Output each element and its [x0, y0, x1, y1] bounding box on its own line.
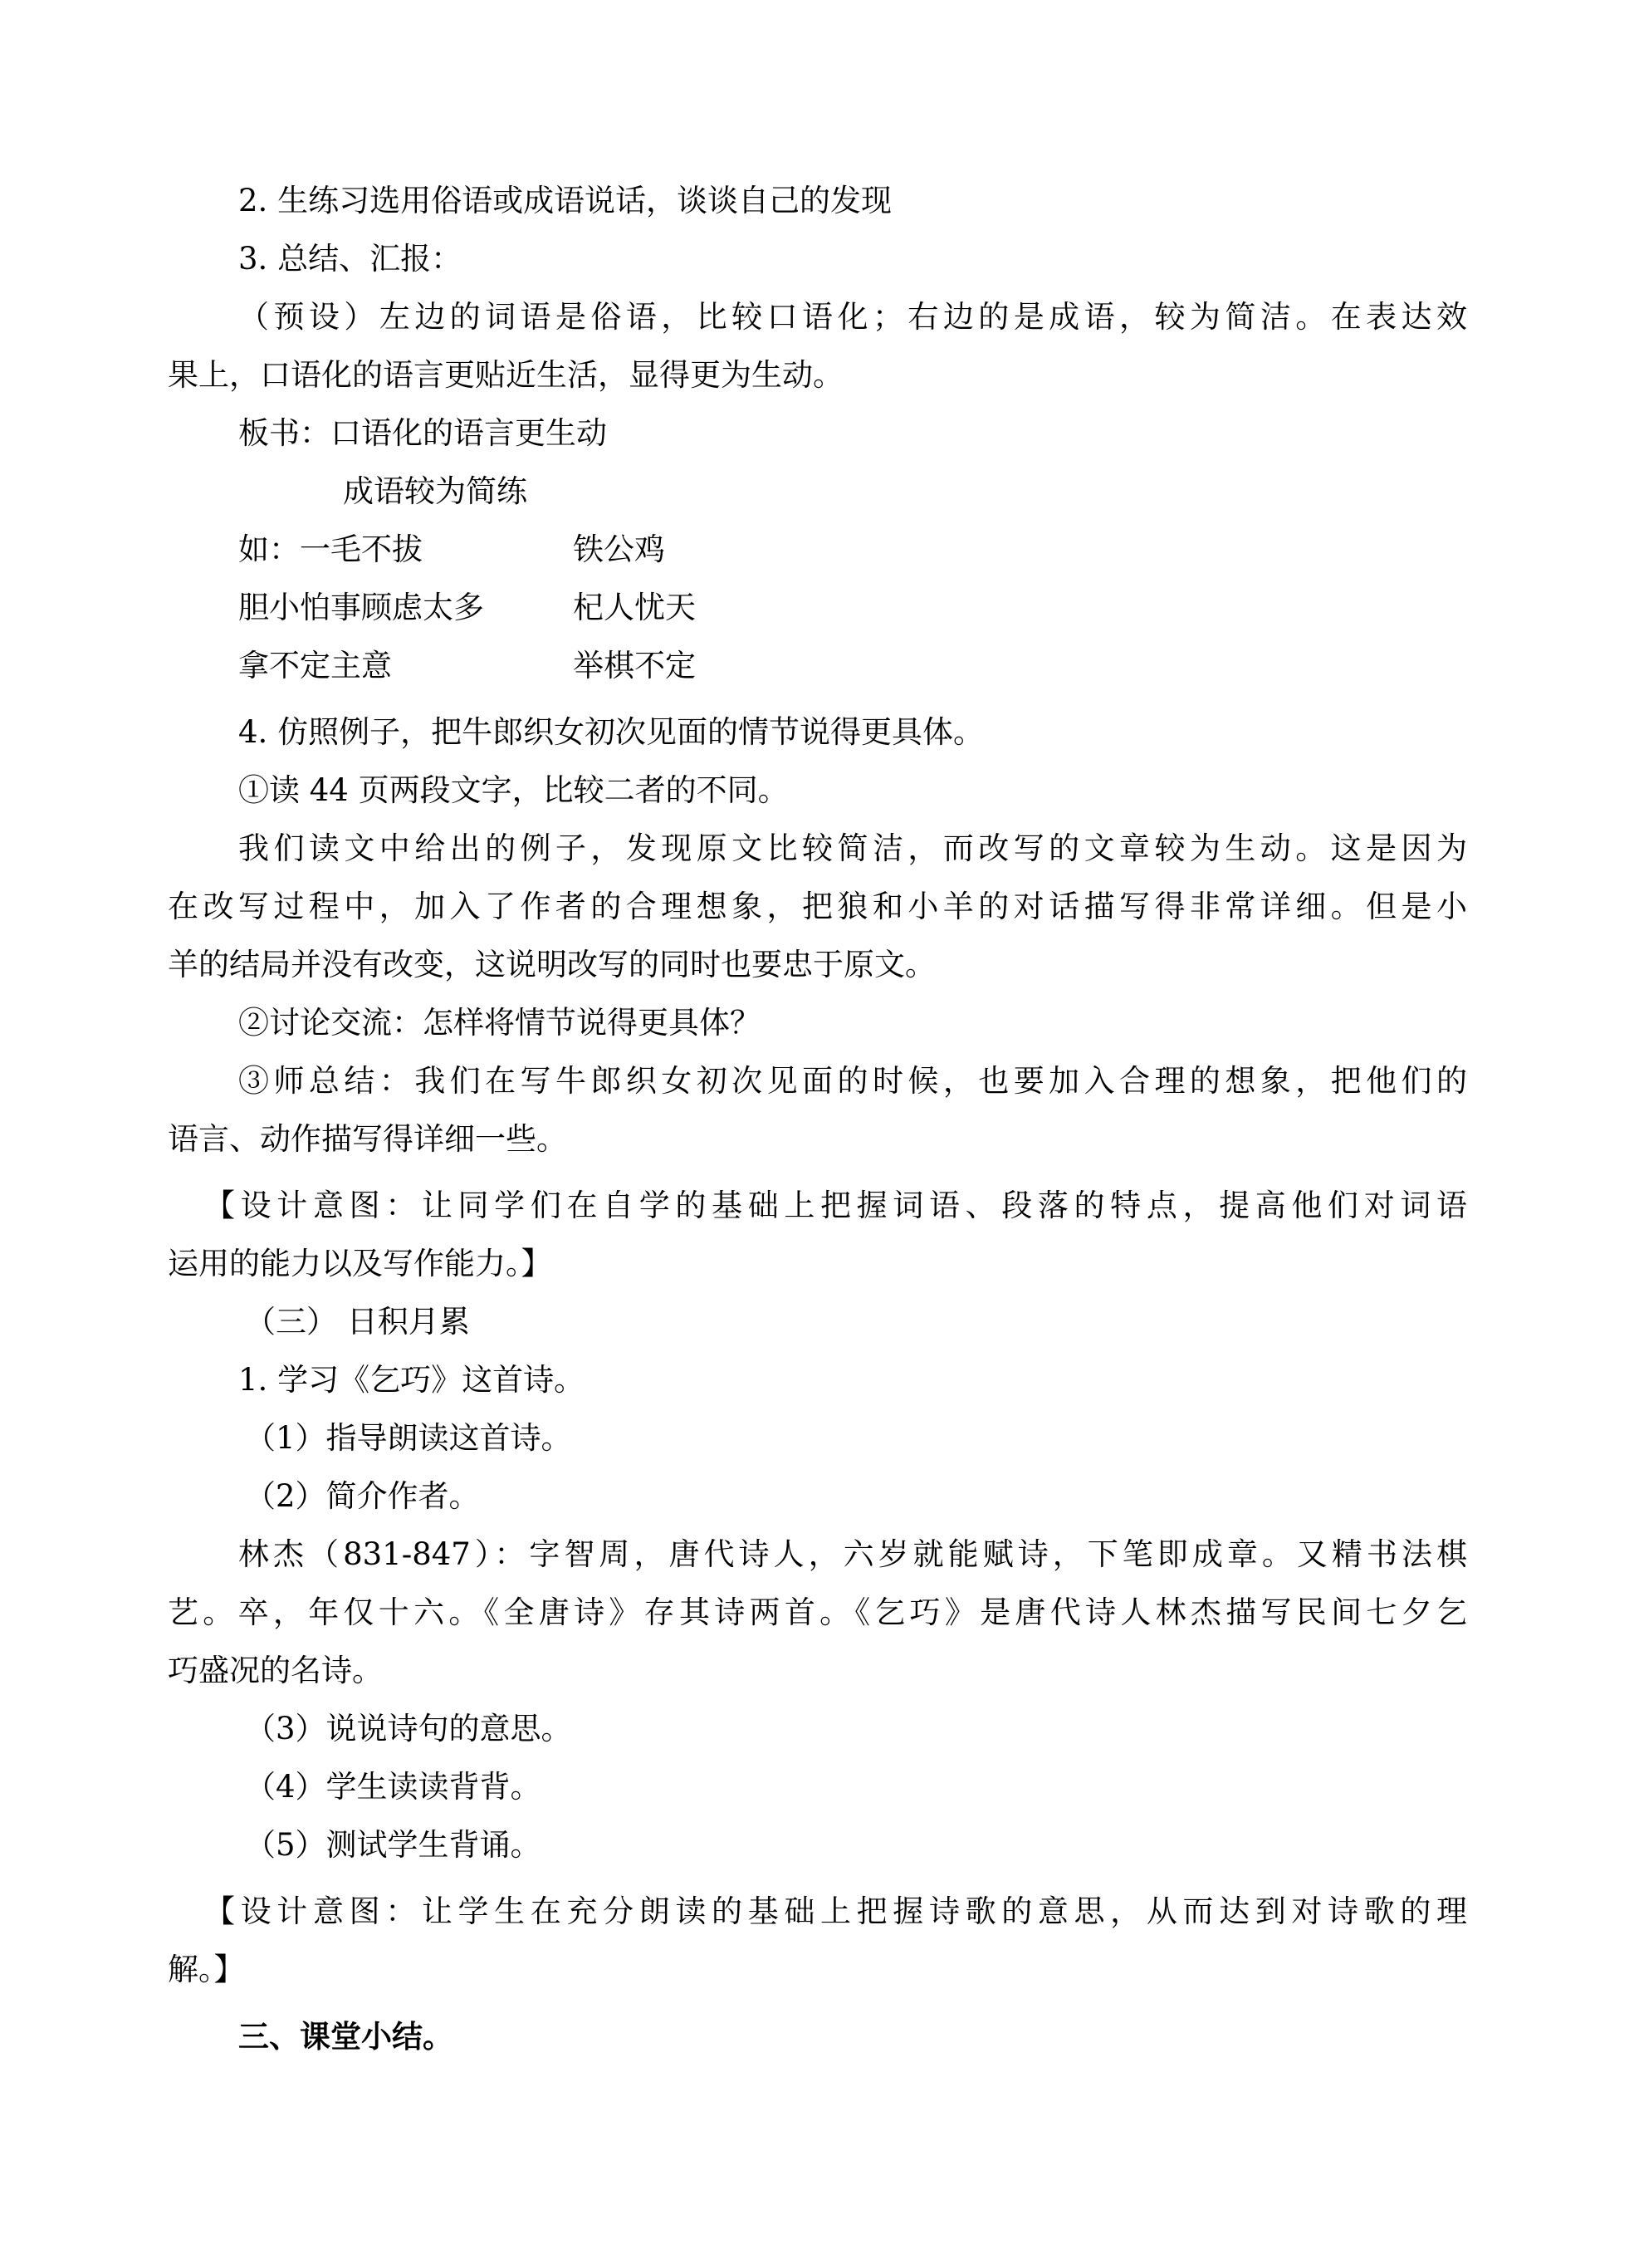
text-line: （4）学生读读背背。 — [245, 1769, 541, 1805]
text-line: 语言、动作描写得详细一些。 — [168, 1121, 567, 1157]
text-line: 艺。卒，年仅十六。《全唐诗》存其诗两首。《乞巧》是唐代诗人林杰描写民间七夕乞 — [168, 1594, 1467, 1630]
text-line: （5）测试学生背诵。 — [245, 1827, 541, 1863]
design-intent-note: 解。】 — [168, 1952, 245, 1987]
design-intent-note: 运用的能力以及写作能力。】 — [168, 1246, 552, 1281]
design-intent-note: 【设计意图：让学生在充分朗读的基础上把握诗歌的意思，从而达到对诗歌的理 — [204, 1893, 1467, 1929]
text-line: 1. 学习《乞巧》这首诗。 — [238, 1362, 585, 1398]
text-line: 4. 仿照例子，把牛郎织女初次见面的情节说得更具体。 — [238, 714, 985, 750]
text-line: ②讨论交流：怎样将情节说得更具体？ — [238, 1005, 761, 1041]
pair-left: 如：一毛不拔 — [238, 531, 423, 567]
pair-right: 铁公鸡 — [573, 531, 665, 567]
section-heading-summary: 三、课堂小结。 — [238, 2018, 453, 2055]
text-line: ①读 44 页两段文字，比较二者的不同。 — [238, 772, 789, 808]
text-line: （2）简介作者。 — [245, 1478, 480, 1514]
design-intent-note: 【设计意图：让同学们在自学的基础上把握词语、段落的特点，提高他们对词语 — [204, 1188, 1467, 1223]
pair-right: 杞人忧天 — [573, 590, 696, 625]
text-line: 在改写过程中，加入了作者的合理想象，把狼和小羊的对话描写得非常详细。但是小 — [168, 889, 1467, 924]
section-heading: （三） 日积月累 — [245, 1304, 470, 1340]
text-line: 我们读文中给出的例子，发现原文比较简洁，而改写的文章较为生动。这是因为 — [238, 830, 1467, 866]
board-writing-line: 成语较为简练 — [343, 473, 527, 509]
pair-left: 拿不定主意 — [238, 648, 392, 683]
text-line: 羊的结局并没有改变，这说明改写的同时也要忠于原文。 — [168, 947, 936, 982]
text-line: 林杰（831-847）：字智周，唐代诗人，六岁就能赋诗，下笔即成章。又精书法棋 — [238, 1536, 1467, 1572]
pair-left: 胆小怕事顾虑太多 — [238, 590, 484, 625]
text-line: 3. 总结、汇报： — [238, 241, 462, 277]
text-line: （1）指导朗读这首诗。 — [245, 1420, 572, 1456]
board-writing-title: 板书：口语化的语言更生动 — [238, 415, 607, 451]
pair-right: 举棋不定 — [573, 648, 696, 683]
text-line: 2. 生练习选用俗语或成语说话，谈谈自己的发现 — [238, 183, 893, 218]
text-line: 巧盛况的名诗。 — [168, 1653, 383, 1688]
text-line: （3）说说诗句的意思。 — [245, 1711, 572, 1746]
text-line: （预设）左边的词语是俗语，比较口语化；右边的是成语，较为简洁。在表达效 — [238, 299, 1467, 335]
text-line: 果上，口语化的语言更贴近生活，显得更为生动。 — [168, 357, 844, 393]
text-line: ③师总结：我们在写牛郎织女初次见面的时候，也要加入合理的想象，把他们的 — [238, 1063, 1467, 1099]
